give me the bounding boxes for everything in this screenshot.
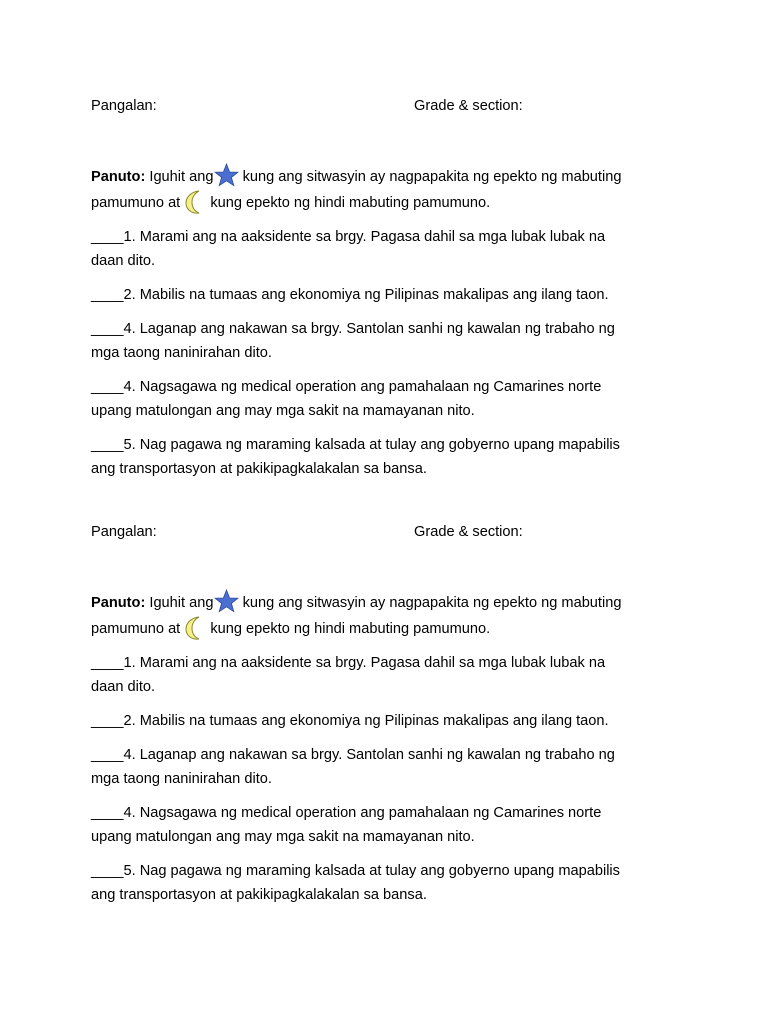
question-3-line-1: ____4. Laganap ang nakawan sa brgy. Santolan sanhi ng kawalan ng trabaho ng bbox=[91, 747, 615, 763]
instructions-text-3: pamumuno at bbox=[91, 621, 181, 637]
question-2-line-1: ____2. Mabilis na tumaas ang ekonomiya ng Pilipinas makalipas ang ilang taon. bbox=[91, 713, 609, 729]
question-2-line-1: ____2. Mabilis na tumaas ang ekonomiya ng Pilipinas makalipas ang ilang taon. bbox=[91, 287, 609, 303]
grade-section-label: Grade & section: bbox=[414, 524, 523, 540]
question-4-line-2: upang matulongan ang may mga sakit na mamayanan nito. bbox=[91, 403, 475, 419]
question-5-line-1: ____5. Nag pagawa ng maraming kalsada at tulay ang gobyerno upang mapabilis bbox=[91, 437, 620, 453]
question-4-line-2: upang matulongan ang may mga sakit na mamayanan nito. bbox=[91, 829, 475, 845]
instructions-text-4: kung epekto ng hindi mabuting pamumuno. bbox=[210, 195, 491, 211]
crescent-moon-icon bbox=[184, 189, 206, 215]
instructions-text-1: Iguhit ang bbox=[149, 169, 214, 185]
worksheet-section-1 bbox=[91, 96, 691, 481]
instructions-text-2: kung ang sitwasyin ay nagpapakita ng epekto ng mabuting bbox=[242, 595, 622, 611]
question-item-5 bbox=[91, 859, 691, 907]
question-3-line-2: mga taong naninirahan dito. bbox=[91, 345, 272, 361]
instructions bbox=[91, 163, 691, 215]
instructions-label: Panuto: bbox=[91, 169, 146, 185]
question-1-line-1: ____1. Marami ang na aaksidente sa brgy. Pagasa dahil sa mga lubak lubak na bbox=[91, 655, 606, 671]
question-item-5 bbox=[91, 433, 691, 481]
star-icon bbox=[214, 589, 239, 613]
question-item-3 bbox=[91, 743, 691, 791]
question-item-4 bbox=[91, 801, 691, 849]
question-item-1 bbox=[91, 225, 691, 273]
instructions-text-1: Iguhit ang bbox=[149, 595, 214, 611]
question-1-line-1: ____1. Marami ang na aaksidente sa brgy. Pagasa dahil sa mga lubak lubak na bbox=[91, 229, 606, 245]
question-4-line-1: ____4. Nagsagawa ng medical operation ang pamahalaan ng Camarines norte bbox=[91, 379, 602, 395]
question-item-2 bbox=[91, 283, 691, 307]
name-label: Pangalan: bbox=[91, 524, 157, 540]
question-3-line-2: mga taong naninirahan dito. bbox=[91, 771, 272, 787]
name-label: Pangalan: bbox=[91, 98, 157, 114]
question-5-line-2: ang transportasyon at pakikipagkalakalan sa bansa. bbox=[91, 461, 427, 477]
grade-section-label: Grade & section: bbox=[414, 98, 523, 114]
question-5-line-1: ____5. Nag pagawa ng maraming kalsada at tulay ang gobyerno upang mapabilis bbox=[91, 863, 620, 879]
instructions-text-3: pamumuno at bbox=[91, 195, 181, 211]
question-5-line-2: ang transportasyon at pakikipagkalakalan sa bansa. bbox=[91, 887, 427, 903]
crescent-moon-icon bbox=[184, 615, 206, 641]
header-row bbox=[91, 522, 691, 544]
instructions-text-2: kung ang sitwasyin ay nagpapakita ng epekto ng mabuting bbox=[242, 169, 622, 185]
question-item-4 bbox=[91, 375, 691, 423]
question-item-3 bbox=[91, 317, 691, 365]
question-4-line-1: ____4. Nagsagawa ng medical operation ang pamahalaan ng Camarines norte bbox=[91, 805, 602, 821]
question-item-2 bbox=[91, 709, 691, 733]
instructions-text-4: kung epekto ng hindi mabuting pamumuno. bbox=[210, 621, 491, 637]
question-3-line-1: ____4. Laganap ang nakawan sa brgy. Santolan sanhi ng kawalan ng trabaho ng bbox=[91, 321, 615, 337]
worksheet-section-2 bbox=[91, 522, 691, 907]
question-1-line-2: daan dito. bbox=[91, 679, 156, 695]
question-1-line-2: daan dito. bbox=[91, 253, 156, 269]
question-item-1 bbox=[91, 651, 691, 699]
star-icon bbox=[214, 163, 239, 187]
header-row bbox=[91, 96, 691, 118]
instructions bbox=[91, 589, 691, 641]
instructions-label: Panuto: bbox=[91, 595, 146, 611]
